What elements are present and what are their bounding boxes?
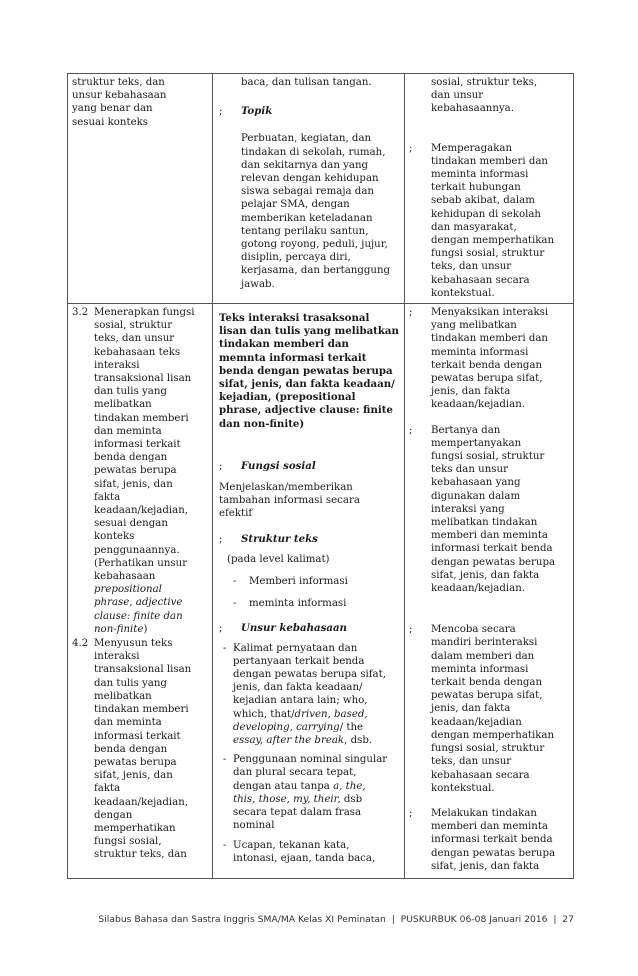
pembelajaran-line: mandiri berinteraksi: [431, 637, 538, 649]
kd-cell: [68, 74, 213, 304]
materi-heading: [219, 312, 400, 431]
kd-line: sifat, jenis, dan: [94, 770, 173, 782]
pembelajaran-line: kehidupan di sekolah: [431, 208, 541, 220]
pembelajaran-line: digunakan dalam: [431, 490, 521, 502]
materi-heading-line: lisan dan tulis yang melibatkan: [219, 325, 399, 338]
unsur-item: - Kalimat pernyataan dan pertanyaan terkait benda dengan pewatas berupa sifat, jenis, dan fakta keadaan/ kejadian antara lain; who, which, that/driven, based, developing, carrying/ the essay, after the break, dsb.: [219, 642, 400, 748]
kd-line: teks, dan unsur: [94, 333, 175, 345]
pembelajaran-line: keadaan/kejadian.: [431, 399, 526, 411]
pembelajaran-list: [405, 304, 573, 873]
kd-line: dan meminta: [94, 425, 162, 437]
pembelajaran-line: meminta informasi: [431, 346, 529, 358]
materi-cell: [213, 304, 405, 879]
kd-line: pewatas berupa: [94, 756, 177, 768]
kd-line: fakta: [94, 491, 121, 503]
pembelajaran-line: terkait benda dengan: [431, 677, 543, 689]
kd-line: dan tulis yang: [94, 677, 167, 689]
kd-line: penggunaannya.: [94, 544, 180, 556]
struktur-heading: ; Struktur teks: [219, 532, 318, 545]
kd-line: sesuai dengan: [94, 518, 168, 530]
materi-heading-line: phrase, adjective clause: finite: [219, 404, 393, 417]
pembelajaran-line: melibatkan tindakan: [431, 517, 538, 529]
pembelajaran-line: teks dan unsur: [431, 464, 508, 476]
kd-line: struktur teks, dan: [72, 77, 165, 88]
topik-line: relevan dengan kehidupan: [241, 173, 379, 185]
topik-line: disiplin, percaya diri,: [241, 252, 351, 264]
pembelajaran-line: kebahasaan yang: [431, 477, 521, 489]
unsur-line: dengan pewatas berupa sifat,: [233, 669, 386, 681]
unsur-line: intonasi, ejaan, tanda baca,: [233, 852, 376, 864]
pembelajaran-line: sosial, struktur teks,: [431, 77, 538, 88]
kd-3-2: 3.2 Menerapkan fungsi: [72, 307, 195, 318]
kd-4-2: 4.2 Menyusun teks: [72, 638, 173, 650]
pembelajaran-line: kebahasaannya.: [431, 103, 514, 115]
pembelajaran-line: kebahasaan secara: [431, 274, 530, 286]
pembelajaran-line: fungsi sosial, struktur: [431, 743, 545, 755]
kd-line: kebahasaan teks: [94, 346, 181, 358]
pembelajaran-line: tindakan memberi dan: [431, 333, 548, 345]
struktur-item: - Memberi informasi: [233, 576, 348, 588]
unsur-heading: ; Unsur kebahasaan: [219, 622, 347, 635]
materi-heading-line: kejadian, (prepositional: [219, 391, 356, 404]
kd-italic-line: prepositional: [94, 584, 162, 596]
kd-line: dan tulis yang: [94, 386, 167, 398]
materi-heading-line: memnta informasi terkait: [219, 351, 367, 364]
pembelajaran-line: terkait hubungan: [431, 182, 521, 194]
page-number: 27: [562, 914, 574, 925]
pembelajaran-line: yang melibatkan: [431, 320, 517, 332]
fungsi-line: Menjelaskan/memberikan: [219, 482, 353, 494]
pembelajaran-line: interaksi yang: [431, 503, 505, 515]
unsur-line: dan plural secara tepat,: [233, 767, 357, 779]
pembelajaran-item: ; Melakukan tindakan memberi dan meminta informasi terkait benda dengan pewatas berupa sifat, jenis, dan fakta: [409, 807, 567, 873]
table-row: [68, 304, 574, 879]
unsur-line: Ucapan, tekanan kata,: [233, 839, 350, 851]
unsur-line: secara tepat dalam frasa: [233, 807, 362, 819]
kd-line: informasi terkait: [94, 439, 181, 451]
footer-code: PUSKURBUK 06-08 Januari 2016: [400, 914, 548, 925]
kd-line: keadaan/kejadian,: [94, 505, 189, 517]
kd-line: dan meminta: [94, 717, 162, 729]
kd-line: fakta: [94, 783, 121, 795]
pembelajaran-line: dengan memperhatikan: [431, 729, 555, 741]
pembelajaran-line: keadaan/kejadian.: [431, 583, 526, 595]
pembelajaran-line: meminta informasi: [431, 169, 529, 181]
pembelajaran-line: teks, dan unsur: [431, 756, 512, 768]
kd-3-2-text: [72, 319, 208, 583]
fungsi-text: [219, 481, 400, 521]
kd-line: yang benar dan: [72, 103, 153, 115]
kd-line: interaksi: [94, 359, 140, 371]
topik-line: memberikan keteladanan: [241, 212, 373, 224]
kd-3-2-italic: [72, 583, 208, 636]
pembelajaran-line: tindakan memberi dan: [431, 155, 548, 167]
pembelajaran-item: ; Menyaksikan interaksi yang melibatkan tindakan memberi dan meminta informasi terkait benda dengan pewatas berupa sifat, jenis, dan fakta keadaan/kejadian.: [409, 306, 567, 412]
topik-heading: ; Topik: [219, 105, 273, 118]
pembelajaran-line: meminta informasi: [431, 663, 529, 675]
topik-line: siswa sebagai remaja dan: [241, 186, 374, 198]
pembelajaran-line: kontekstual.: [431, 287, 495, 299]
pembelajaran-line: dengan pewatas berupa: [431, 847, 556, 859]
unsur-line: nominal: [233, 820, 275, 832]
kd-italic-line: clause: finite dan: [94, 610, 183, 622]
kd-line: fungsi sosial,: [94, 836, 162, 848]
topik-line: jawab.: [241, 278, 275, 290]
pembelajaran-item: ; Memperagakan: [409, 142, 567, 155]
topik-line: tentang perilaku santun,: [241, 225, 369, 237]
materi-heading-line: benda dengan pewatas berupa: [219, 364, 393, 377]
pembelajaran-cell: [405, 74, 574, 304]
kd-line: transaksional lisan: [94, 664, 192, 676]
topik-line: tindakan di sekolah, rumah,: [241, 146, 386, 158]
pembelajaran-line: dalam memberi dan: [431, 650, 535, 662]
materi-heading-line: sifat, jenis, dan fakta keadaan/: [219, 378, 395, 391]
kd-line: melibatkan: [94, 690, 152, 702]
pembelajaran-item-first: Bertanya dan: [431, 424, 501, 436]
pembelajaran-item-first: Mencoba secara: [431, 624, 516, 636]
pembelajaran-item-first: Memperagakan: [431, 142, 513, 154]
pembelajaran-line: informasi terkait benda: [431, 543, 553, 555]
kd-line: tindakan memberi: [94, 412, 189, 424]
topik-line: kerjasama, dan bertanggung: [241, 265, 391, 277]
kd-line: sosial, struktur: [94, 320, 173, 332]
kd-line: unsur kebahasaan: [72, 90, 167, 102]
syllabus-table: [67, 73, 574, 879]
kd-line: interaksi: [94, 651, 140, 663]
kd-line: benda dengan: [94, 452, 168, 464]
kd-line: benda dengan: [94, 743, 168, 755]
struktur-note: (pada level kalimat): [227, 553, 330, 565]
topik-line: pelajar SMA, dengan: [241, 199, 350, 211]
kd-line: tindakan memberi: [94, 704, 189, 716]
kd-line: sesuai konteks: [72, 116, 149, 128]
unsur-line: pertanyaan terkait benda: [233, 655, 365, 667]
pembelajaran-continuation: [409, 76, 567, 116]
unsur-line: Penggunaan nominal singular: [233, 754, 388, 766]
pembelajaran-item-first: Menyaksikan interaksi: [431, 307, 549, 318]
kd-4-2-text: [72, 650, 208, 861]
pembelajaran-line: memberi dan meminta: [431, 530, 548, 542]
pembelajaran-line: sifat, jenis, dan fakta: [431, 569, 540, 581]
topik-label: Topik: [241, 105, 273, 118]
pembelajaran-line: jenis, dan fakta: [431, 386, 511, 398]
pembelajaran-item-first: Melakukan tindakan: [431, 807, 537, 819]
pembelajaran-line: dan masyarakat,: [431, 221, 517, 233]
fungsi-line: tambahan informasi secara: [219, 495, 360, 507]
kd-line: kebahasaan: [94, 571, 156, 583]
pembelajaran-line: dengan memperhatikan: [431, 235, 555, 247]
pembelajaran-item: ; Mencoba secara mandiri berinteraksi dalam memberi dan meminta informasi terkait benda dengan pewatas berupa sifat, jenis, dan fakta keadaan/kejadian dengan memperhatikan fungsi sosial, struktur teks, dan unsur kebahasaan secara kontekstual.: [409, 623, 567, 795]
pembelajaran-line: sebab akibat, dalam: [431, 195, 535, 207]
fungsi-heading: ; Fungsi sosial: [219, 459, 316, 472]
kd-cell: [68, 304, 213, 879]
materi-heading-line: tindakan memberi dan: [219, 338, 349, 351]
pembelajaran-line: kebahasaan secara: [431, 769, 530, 781]
kd-line: memperhatikan: [94, 822, 176, 834]
kd-italic-line: non-finite): [94, 623, 148, 635]
topik-line: dan sekitarnya dan yang: [241, 159, 369, 171]
pembelajaran-line: jenis, dan fakta: [431, 703, 511, 715]
pembelajaran-line: teks, dan unsur: [431, 261, 512, 273]
pembelajaran-line: mempertanyakan: [431, 437, 522, 449]
pembelajaran-item: ; Bertanya dan mempertanyakan fungsi sosial, struktur teks dan unsur kebahasaan yang digunakan dalam interaksi yang melibatkan tindakan memberi dan meminta informasi terkait benda dengan pewatas berupa sifat, jenis, dan fakta keadaan/kejadian.: [409, 424, 567, 596]
kd-line: pewatas berupa: [94, 465, 177, 477]
pembelajaran-line: dan unsur: [431, 90, 484, 102]
table-row: [68, 74, 574, 304]
kd-italic-line: phrase, adjective: [94, 597, 183, 609]
pembelajaran-line: pewatas berupa sifat,: [431, 690, 543, 702]
struktur-item: - meminta informasi: [233, 598, 347, 610]
footer-title: Silabus Bahasa dan Sastra Inggris SMA/MA Kelas XI Peminatan: [98, 914, 386, 925]
fungsi-line: efektif: [219, 508, 253, 520]
unsur-line: Kalimat pernyataan dan: [233, 642, 358, 654]
topik-line: Perbuatan, kegiatan, dan: [241, 133, 372, 145]
unsur-item: - Penggunaan nominal singular dan plural secara tepat, dengan atau tanpa a, the, this, those, my, their, dsb secara tepat dalam frasa nominal: [219, 753, 400, 832]
topik-text: [219, 132, 400, 290]
pembelajaran-line: keadaan/kejadian: [431, 716, 522, 728]
pembelajaran-line: fungsi sosial, struktur: [431, 248, 545, 260]
pembelajaran-line: memberi dan meminta: [431, 821, 548, 833]
kd-line: melibatkan: [94, 399, 152, 411]
pembelajaran-line: kontekstual.: [431, 782, 495, 794]
pembelajaran-line: terkait benda dengan: [431, 359, 543, 371]
footer-sep: |: [391, 914, 395, 925]
kd-line: konteks: [94, 531, 135, 543]
kd-line: struktur teks, dan: [94, 849, 187, 861]
kd-line: keadaan/kejadian,: [94, 796, 189, 808]
kd-continuation: [68, 74, 212, 129]
kd-line: transaksional lisan: [94, 373, 192, 385]
pembelajaran-cell: [405, 304, 574, 879]
kd-line: sifat, jenis, dan: [94, 478, 173, 490]
materi-heading-line: Teks interaksi trasaksonal: [219, 312, 370, 324]
materi-cell: [213, 74, 405, 304]
pembelajaran-line: sifat, jenis, dan fakta: [431, 860, 540, 872]
materi-heading-line: dan non-finite): [219, 417, 305, 430]
footer-sep: |: [553, 914, 557, 925]
topik-line: gotong royong, peduli, jujur,: [241, 239, 388, 251]
unsur-line: kejadian antara lain; who,: [233, 695, 368, 707]
pembelajaran-line: dengan pewatas berupa: [431, 556, 556, 568]
kd-line: (Perhatikan unsur: [94, 557, 188, 569]
materi-line: baca, dan tulisan tangan.: [241, 77, 372, 88]
page-footer: [64, 914, 574, 925]
pembelajaran-line: fungsi sosial, struktur: [431, 451, 545, 463]
pembelajaran-line: informasi terkait benda: [431, 834, 553, 846]
unsur-item: - Ucapan, tekanan kata, intonasi, ejaan, tanda baca,: [219, 839, 400, 865]
pembelajaran-item-text: [409, 155, 567, 300]
pembelajaran-line: pewatas berupa sifat,: [431, 373, 543, 385]
unsur-line: jenis, dan fakta keadaan/: [233, 682, 363, 694]
kd-line: informasi terkait: [94, 730, 181, 742]
kd-line: dengan: [94, 809, 133, 821]
